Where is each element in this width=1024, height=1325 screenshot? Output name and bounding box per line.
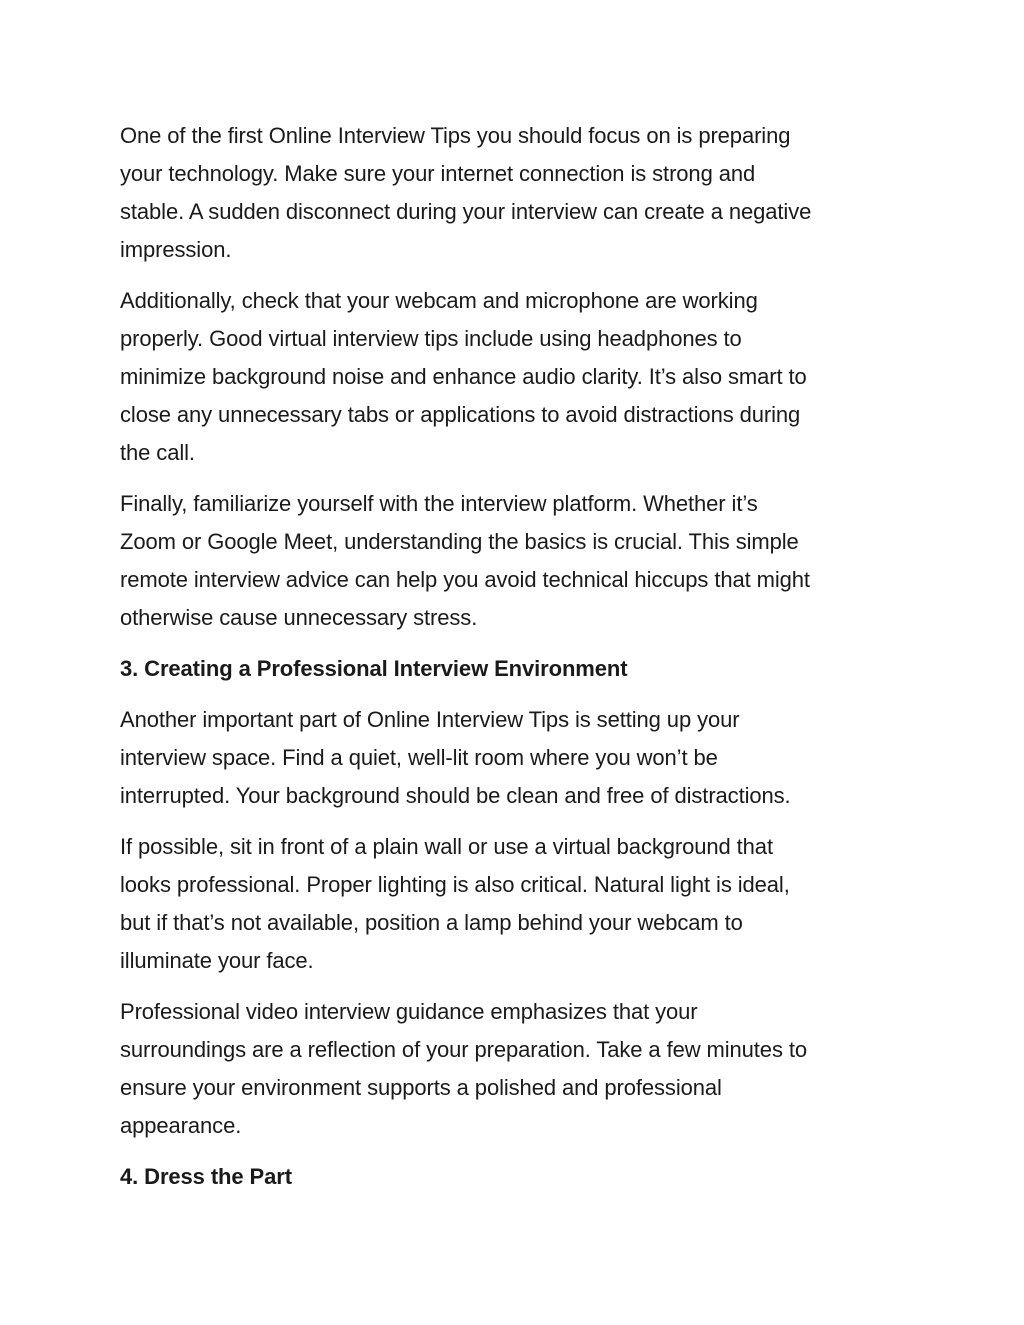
section-heading-environment: 3. Creating a Professional Interview Environment xyxy=(120,656,628,681)
paragraph-webcam-microphone: Additionally, check that your webcam and microphone are working properly. Good virtual interview tips include using headphones to minimize background noise and enhance audio clarity. It’s also smart to close any unnecessary tabs or applications to avoid distractions during the call. xyxy=(120,288,807,465)
section-heading-dress: 4. Dress the Part xyxy=(120,1164,292,1189)
paragraph-lighting: If possible, sit in front of a plain wall or use a virtual background that looks professional. Proper lighting is also critical. Natural light is ideal, but if that’s not available, position a lamp behind your webcam to illuminate your face. xyxy=(120,834,790,973)
document-page xyxy=(120,117,920,1209)
paragraph-surroundings: Professional video interview guidance emphasizes that your surroundings are a reflection of your preparation. Take a few minutes to ensure your environment supports a polished and professional appearance. xyxy=(120,999,808,1138)
paragraph-interview-space: Another important part of Online Interview Tips is setting up your interview space. Find a quiet, well-lit room where you won’t be interrupted. Your background should be clean and free of distractions. xyxy=(120,707,791,808)
paragraph-technology: One of the first Online Interview Tips you should focus on is preparing your technology. Make sure your internet connection is strong and stable. A sudden disconnect during your interview can create a negative impression. xyxy=(120,123,812,262)
paragraph-platform: Finally, familiarize yourself with the interview platform. Whether it’s Zoom or Google Meet, understanding the basics is crucial. This simple remote interview advice can help you avoid technical hiccups that might otherwise cause unnecessary stress. xyxy=(120,491,810,630)
